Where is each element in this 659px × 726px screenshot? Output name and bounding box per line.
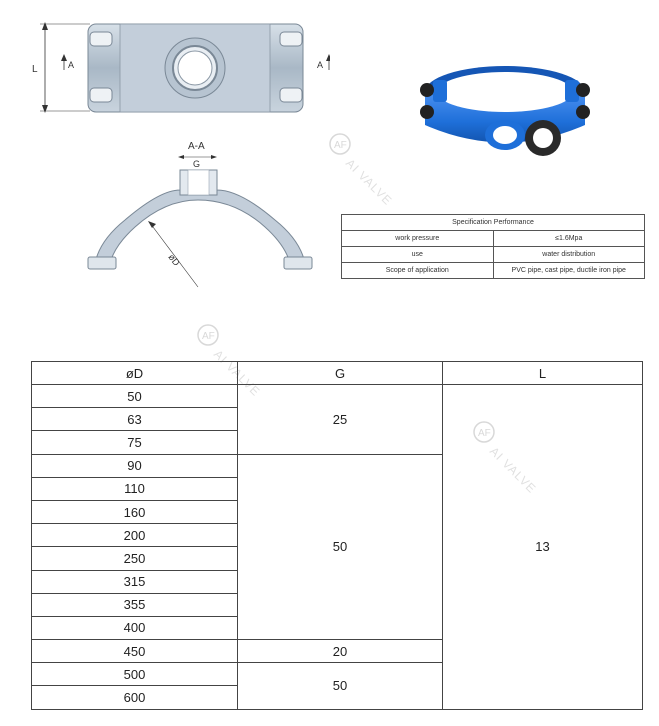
cell-d: 160 (32, 500, 238, 523)
header-d: øD (32, 362, 238, 385)
watermark-text: AI VALVE (487, 444, 540, 497)
dim-d-label: øD (166, 252, 182, 268)
cell-d: 75 (32, 431, 238, 454)
cell-d: 90 (32, 454, 238, 477)
cell-d: 400 (32, 616, 238, 639)
cell-d: 200 (32, 524, 238, 547)
product-photo (405, 40, 605, 180)
spec-table (341, 214, 645, 279)
dim-l-label: L (32, 64, 38, 75)
spec-label: work pressure (342, 231, 494, 247)
cell-g: 50 (238, 663, 443, 709)
spec-title: Specification Performance (342, 215, 645, 231)
cell-d: 63 (32, 408, 238, 431)
spec-row (342, 263, 645, 279)
cell-g: 20 (238, 640, 443, 663)
watermark-circle-icon (196, 323, 220, 347)
cell-l: 13 (443, 385, 643, 710)
section-label: A-A (188, 141, 205, 152)
svg-text:AF: AF (478, 428, 491, 439)
spec-value: ≤1.6Mpa (493, 231, 645, 247)
watermark-logo (328, 132, 396, 209)
cell-d: 600 (32, 686, 238, 709)
cell-g: 50 (238, 454, 443, 640)
cell-d: 315 (32, 570, 238, 593)
cell-d: 250 (32, 547, 238, 570)
spec-value: water distribution (493, 247, 645, 263)
watermark-text: AI VALVE (211, 347, 264, 400)
spec-value: PVC pipe, cast pipe, ductile iron pipe (493, 263, 645, 279)
table-header-row (32, 362, 643, 385)
watermark-circle-icon (328, 132, 352, 156)
spec-row (342, 231, 645, 247)
svg-text:AF: AF (334, 140, 347, 151)
watermark-logo (196, 323, 264, 400)
section-view-drawing (80, 135, 320, 295)
spec-row (342, 247, 645, 263)
dimension-table (31, 361, 643, 710)
arrow-left-label: A (68, 60, 75, 70)
cell-d: 110 (32, 477, 238, 500)
spec-label: use (342, 247, 494, 263)
arrow-right-label: A (317, 60, 324, 70)
top-view-drawing (30, 10, 330, 125)
spec-label: Scope of application (342, 263, 494, 279)
table-row (32, 385, 643, 408)
cell-d: 355 (32, 593, 238, 616)
header-g: G (238, 362, 443, 385)
cell-d: 450 (32, 640, 238, 663)
header-l: L (443, 362, 643, 385)
svg-text:AF: AF (202, 331, 215, 342)
cell-g: 25 (238, 385, 443, 455)
cell-d: 500 (32, 663, 238, 686)
dim-g-label: G (193, 159, 201, 169)
cell-d: 50 (32, 385, 238, 408)
watermark-text: AI VALVE (343, 156, 396, 209)
